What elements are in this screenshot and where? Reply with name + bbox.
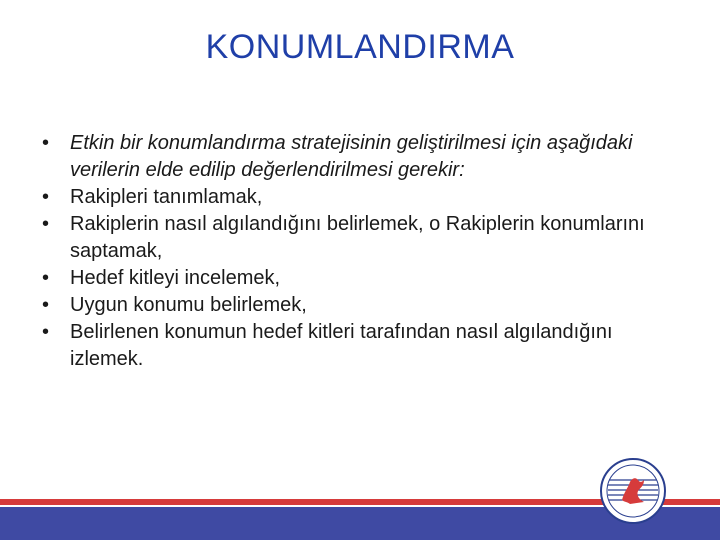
bullet-dot: •: [42, 321, 50, 343]
bullet-dot: •: [42, 294, 50, 316]
bullet-text: Uygun konumu belirlemek,: [70, 294, 307, 316]
university-seal-icon: [600, 458, 666, 524]
bullet-item: [42, 130, 662, 184]
bullet-dot: •: [42, 267, 50, 289]
bullet-item: [42, 184, 662, 211]
bullet-item: [42, 319, 662, 373]
bullet-list: [42, 130, 662, 373]
bullet-dot: •: [42, 132, 50, 154]
bullet-item: [42, 265, 662, 292]
bullet-text: Rakiplerin nasıl algılandığını belirlemek, o Rakiplerin konumlarını saptamak,: [70, 213, 645, 262]
bullet-text: Rakipleri tanımlamak,: [70, 186, 263, 208]
slide-title: KONUMLANDIRMA: [205, 28, 515, 66]
bullet-text: Hedef kitleyi incelemek,: [70, 267, 281, 289]
bullet-item: [42, 292, 662, 319]
bullet-text: Etkin bir konumlandırma stratejisinin geliştirilmesi için aşağıdaki verilerin elde edilip değerlendirilmesi gerekir:: [70, 132, 633, 181]
bullet-text: Belirlenen konumun hedef kitleri tarafından nasıl algılandığını izlemek.: [70, 321, 613, 370]
bullet-item: [42, 211, 662, 265]
bullet-dot: •: [42, 186, 50, 208]
bullet-dot: •: [42, 213, 50, 235]
